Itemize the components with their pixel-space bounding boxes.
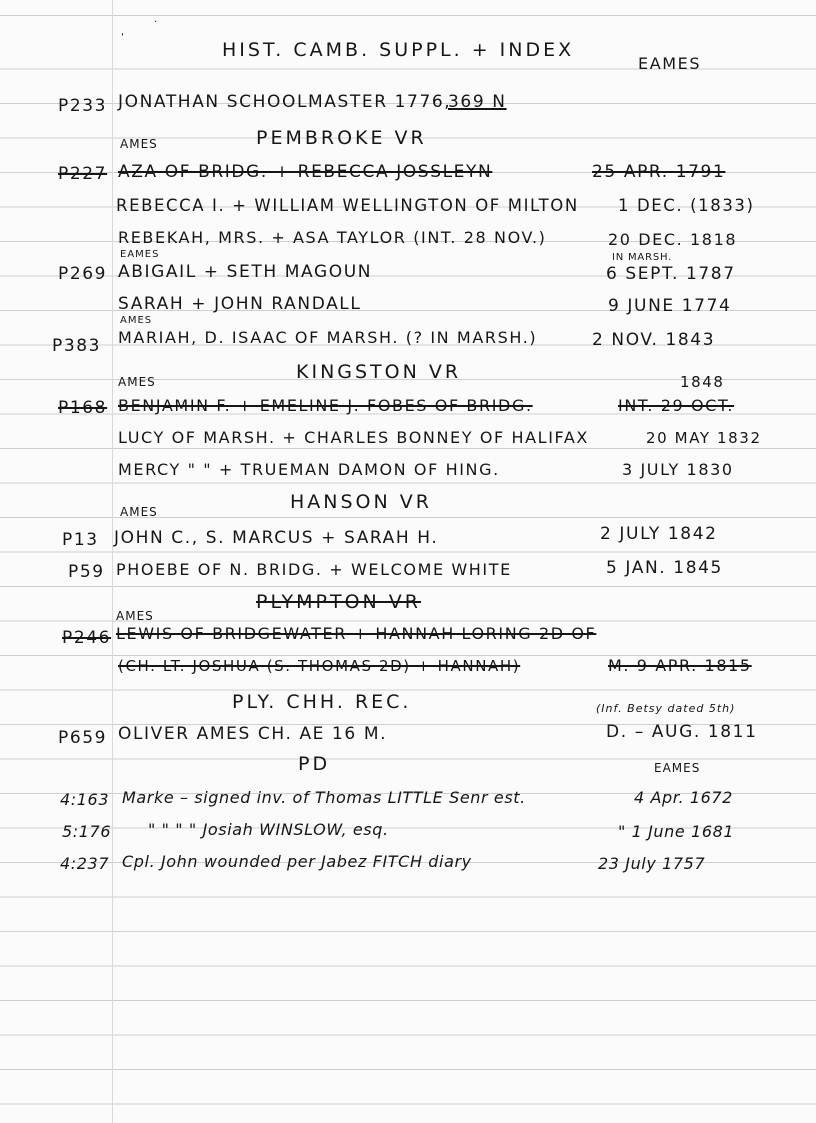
- entry-text: MERCY " " + TRUEMAN DAMON OF HING.: [118, 460, 500, 479]
- entry-text: BENJAMIN F. + EMELINE J. FOBES OF BRIDG.: [118, 396, 533, 415]
- entry-year: 1848: [680, 373, 725, 391]
- surname-label: EAMES: [654, 761, 701, 775]
- entry-date: 9 JUNE 1774: [608, 296, 732, 316]
- entry-ref: 369 N: [448, 92, 507, 112]
- page-ref: P168: [58, 398, 108, 418]
- section-heading-plympton: PLYMPTON VR: [256, 591, 421, 613]
- entry-date: M. 9 APR. 1815: [608, 656, 752, 675]
- entry-text: OLIVER AMES CH. AE 16 M.: [118, 724, 388, 744]
- pen-mark: .: [154, 14, 158, 25]
- entry-date: 1 DEC. (1833): [618, 196, 755, 215]
- page-ref: P383: [52, 336, 102, 356]
- entry-text: JOHN C., S. MARCUS + SARAH H.: [114, 528, 439, 548]
- section-heading-pd: PD: [298, 753, 331, 775]
- volume-ref: 5:176: [62, 822, 112, 841]
- page-ref: P269: [58, 264, 108, 284]
- entry-date: 2 NOV. 1843: [592, 330, 716, 350]
- volume-ref: 4:237: [60, 854, 110, 873]
- entry-date: 5 JAN. 1845: [606, 558, 723, 578]
- section-heading-hanson: HANSON VR: [290, 491, 432, 513]
- entry-date: 20 MAY 1832: [646, 429, 762, 447]
- entry-text: REBEKAH, MRS. + ASA TAYLOR (INT. 28 NOV.): [118, 228, 547, 247]
- entry-date: 2 JULY 1842: [600, 524, 718, 544]
- entry-text: LUCY OF MARSH. + CHARLES BONNEY OF HALIFAX: [118, 428, 589, 447]
- surname-label: AMES: [120, 505, 158, 519]
- section-heading-pembroke: PEMBROKE VR: [256, 127, 427, 149]
- entry-text: " " " " Josiah WINSLOW, esq.: [148, 820, 389, 839]
- surname-label: AMES: [116, 609, 154, 623]
- entry-text: Cpl. John wounded per Jabez FITCH diary: [122, 852, 472, 871]
- entry-date: 20 DEC. 1818: [608, 230, 738, 249]
- surname-label: AMES: [118, 375, 156, 389]
- surname-label: EAMES: [120, 249, 160, 260]
- page-ref: P59: [68, 562, 105, 582]
- entry-date: 25 APR. 1791: [592, 162, 726, 182]
- page-ref: P13: [62, 530, 99, 550]
- margin-line: [112, 0, 113, 1123]
- volume-ref: 4:163: [60, 790, 110, 809]
- entry-text: Marke – signed inv. of Thomas LITTLE Senr est.: [122, 788, 526, 807]
- entry-date: 23 July 1757: [598, 854, 706, 873]
- entry-date: 6 SEPT. 1787: [606, 264, 736, 284]
- entry-text: MARIAH, D. ISAAC OF MARSH. (? IN MARSH.): [118, 328, 538, 347]
- surname-label: AMES: [120, 315, 153, 326]
- entry-text: (CH. LT. JOSHUA (S. THOMAS 2D) + HANNAH): [118, 657, 521, 675]
- page-ref: P227: [58, 164, 108, 184]
- section-heading-kingston: KINGSTON VR: [296, 361, 462, 383]
- surname-heading: EAMES: [638, 54, 702, 73]
- surname-label: AMES: [120, 137, 158, 151]
- page-title: HIST. CAMB. SUPPL. + INDEX: [222, 39, 575, 61]
- page-ref: P233: [58, 96, 108, 116]
- entry-date: D. – AUG. 1811: [606, 722, 758, 742]
- entry-text: AZA OF BRIDG. + REBECCA JOSSLEYN: [118, 162, 493, 182]
- page-ref: P246: [62, 628, 112, 648]
- entry-text: REBECCA I. + WILLIAM WELLINGTON OF MILTON: [116, 196, 579, 215]
- entry-text: JONATHAN SCHOOLMASTER 1776,: [118, 92, 452, 112]
- pen-mark: ': [121, 32, 125, 43]
- entry-note: (Inf. Betsy dated 5th): [596, 702, 736, 715]
- entry-text: ABIGAIL + SETH MAGOUN: [118, 262, 373, 282]
- page-ref: P659: [58, 728, 108, 748]
- entry-text: LEWIS OF BRIDGEWATER + HANNAH LORING 2D OF: [116, 624, 597, 643]
- entry-date: 3 JULY 1830: [622, 460, 734, 479]
- entry-text: SARAH + JOHN RANDALL: [118, 294, 362, 314]
- entry-date: " 1 June 1681: [618, 822, 735, 841]
- entry-date: INT. 29 OCT.: [618, 396, 735, 415]
- section-heading-ply-chh-rec: PLY. CHH. REC.: [232, 691, 412, 713]
- entry-text: PHOEBE OF N. BRIDG. + WELCOME WHITE: [116, 560, 512, 579]
- entry-note: IN MARSH.: [612, 252, 673, 263]
- entry-date: 4 Apr. 1672: [634, 788, 733, 807]
